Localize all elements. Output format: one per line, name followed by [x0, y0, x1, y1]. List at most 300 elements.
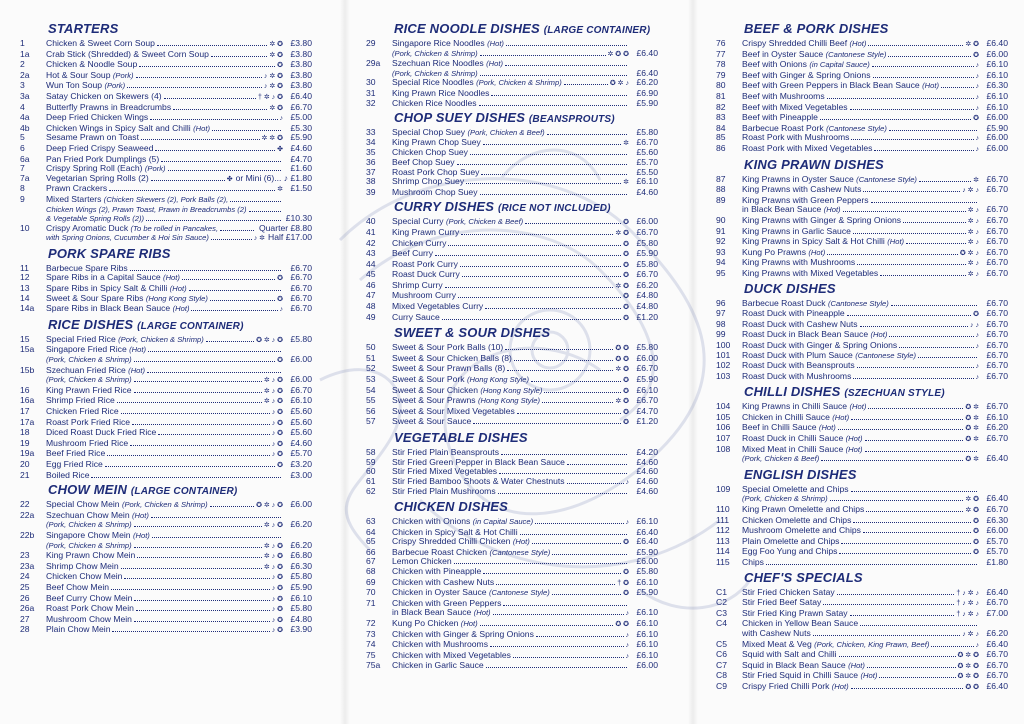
dot-leader	[850, 615, 955, 616]
allergen-icons: ✲ ✪	[965, 496, 979, 504]
item-note: (Cantonese Style)	[856, 174, 917, 184]
dot-leader	[121, 568, 262, 569]
item-number: 54	[366, 384, 376, 395]
item-price: £6.70	[986, 370, 1008, 381]
dot-leader	[514, 360, 613, 361]
item-price: £6.10	[636, 649, 658, 660]
item-name	[46, 144, 153, 154]
item-number: 100	[716, 339, 731, 350]
item-number: 21	[20, 469, 30, 480]
item-price: £5.60	[636, 147, 658, 158]
section-title	[744, 158, 1008, 174]
item-name	[392, 407, 515, 417]
item-price: £6.20	[636, 77, 658, 88]
item-number: 57	[366, 416, 376, 427]
item-name	[742, 237, 904, 247]
item-name-text: Mixed Meat & Veg	[742, 638, 812, 649]
dot-leader	[466, 183, 621, 184]
item-price: £6.70	[986, 173, 1008, 184]
item-name	[392, 217, 523, 227]
item-name-text: Beef with Pineapple	[742, 112, 818, 123]
item-number: 1a	[20, 48, 30, 59]
item-number: 44	[366, 258, 376, 269]
item-name	[46, 375, 132, 385]
item-number: 111	[716, 514, 730, 525]
dot-leader	[134, 381, 262, 382]
allergen-icons: ♪ ✪	[271, 430, 283, 438]
dot-leader	[479, 105, 627, 106]
dot-leader	[918, 357, 977, 358]
item-price: £6.70	[986, 503, 1008, 514]
dot-leader	[863, 191, 960, 192]
item-price: £5.90	[290, 132, 312, 143]
item-name-text: Special Curry	[392, 216, 444, 227]
item-number: 55	[366, 395, 376, 406]
allergen-icons: † ♪ ✲ ♪	[956, 589, 979, 597]
dot-leader	[853, 378, 973, 379]
item-number: 16a	[20, 395, 35, 406]
allergen-icons: ♪	[625, 652, 629, 660]
menu-section	[716, 571, 1008, 693]
dot-leader	[499, 473, 627, 474]
item-line	[742, 547, 1008, 558]
item-name	[392, 619, 478, 629]
item-note: (Cantonese Style)	[825, 49, 887, 59]
item-price: £6.40	[986, 493, 1008, 504]
item-note: (To be rolled in Pancakes,	[130, 223, 219, 233]
dot-leader	[134, 392, 262, 393]
item-number: 9	[20, 193, 25, 204]
item-name	[46, 233, 209, 243]
item-number: 79	[716, 69, 726, 80]
item-name-text: Chicken Chop Suey	[392, 147, 468, 158]
item-note: (Hot)	[132, 530, 150, 540]
item-name-text: Boiled Rice	[46, 469, 90, 480]
allergen-icons: ✲	[973, 176, 979, 184]
item-note: (Hot)	[169, 284, 187, 294]
item-name-text: Chicken with Green Peppers	[392, 597, 502, 608]
item-number: 29a	[366, 58, 381, 69]
item-price: Quarter £8.80	[258, 222, 312, 233]
item-line	[46, 471, 312, 481]
menu-section	[366, 200, 658, 323]
allergen-icons: ♪	[975, 342, 979, 350]
item-body	[46, 366, 312, 386]
allergen-icons: ♪	[975, 641, 979, 649]
item-number: 24	[20, 571, 30, 582]
dot-leader	[473, 423, 621, 424]
item-number: 17a	[20, 416, 35, 427]
item-note: (Hot)	[823, 205, 841, 215]
item-note: (Pork)	[104, 81, 126, 91]
item-number: 49	[366, 311, 376, 322]
item-name	[46, 396, 115, 406]
menu-item	[366, 39, 658, 59]
item-line	[742, 144, 1008, 155]
item-name	[742, 413, 849, 423]
item-price: £5.80	[636, 565, 658, 576]
item-number: 109	[716, 483, 731, 494]
item-price: £5.90	[290, 581, 312, 592]
item-price: £6.70	[986, 659, 1008, 670]
item-name-text: Special Rice Noodles	[392, 77, 474, 88]
item-price: £6.70	[636, 269, 658, 280]
item-note: (Hot)	[832, 412, 850, 422]
item-name-text: Stir Fried Chicken Satay	[742, 586, 835, 597]
item-price: £6.20	[636, 279, 658, 290]
item-number: 14	[20, 292, 30, 303]
item-name-text: Mixed Starters	[46, 193, 102, 204]
allergen-icons: ✪ ✲ ♪	[609, 80, 629, 88]
item-name	[742, 434, 863, 444]
dot-leader	[191, 310, 277, 311]
allergen-icons: ♪	[279, 115, 283, 123]
item-name-text: King Prawns with Ginger & Spring Onions	[742, 214, 902, 225]
item-name-text: Beef in Chilli Sauce	[742, 422, 817, 433]
item-number: 98	[716, 318, 726, 329]
item-price: £6.80	[290, 550, 312, 561]
item-price: or Mini (6)... ♪ £1.80	[235, 172, 312, 183]
item-number: 48	[366, 301, 376, 312]
item-name-text: Chicken & Sweet Corn Soup	[46, 38, 155, 48]
menu-item	[20, 224, 312, 244]
item-name-text: Beef Chop Suey	[392, 156, 455, 167]
dot-leader	[134, 526, 262, 527]
dot-leader	[91, 477, 281, 478]
item-number: 115	[716, 556, 730, 567]
item-line	[46, 625, 312, 636]
item-name	[46, 366, 145, 376]
section-title	[744, 385, 1008, 401]
item-name-text: Roast Pork with Mixed Vegetables	[742, 142, 873, 153]
item-line	[742, 445, 1008, 455]
item-body	[742, 619, 1008, 639]
dot-leader	[462, 276, 621, 277]
section-title-text: PORK SPARE RIBS	[48, 245, 171, 261]
item-number: 56	[366, 405, 376, 416]
item-price: £4.70	[636, 405, 658, 416]
allergen-icons: ✪	[623, 590, 629, 598]
allergen-icons: ✪ ✲	[965, 436, 979, 443]
dot-leader	[823, 604, 954, 605]
item-note: (Hot)	[845, 444, 863, 454]
dot-leader	[535, 523, 623, 524]
item-name	[392, 487, 496, 497]
menu-item	[716, 485, 1008, 505]
item-price: £6.40	[986, 586, 1008, 597]
dot-leader	[249, 211, 281, 212]
item-line	[46, 366, 312, 376]
item-number: C5	[716, 638, 727, 649]
item-price: £6.40	[636, 47, 658, 58]
allergen-icons: ✪	[623, 304, 629, 312]
item-number: 17	[20, 406, 30, 416]
item-note: (Hot)	[849, 402, 867, 412]
item-name	[392, 228, 459, 238]
item-name-text: in Black Bean Sauce	[742, 204, 822, 215]
item-price: £6.70	[986, 308, 1008, 319]
allergen-icons: ♪ ♪	[970, 321, 979, 329]
item-number: 74	[366, 639, 376, 650]
item-line	[742, 372, 1008, 383]
item-body	[742, 144, 1008, 155]
item-number: 87	[716, 173, 726, 184]
item-name-text: Chicken with Mushrooms	[392, 639, 488, 650]
item-number: 2a	[20, 69, 30, 80]
item-name-text: Beef Curry	[392, 248, 434, 259]
item-name-text: Special Fried Rice	[46, 333, 116, 344]
item-name-text: Chicken with Cashew Nuts	[392, 576, 495, 587]
item-price: £6.70	[986, 649, 1008, 660]
item-name	[46, 471, 89, 481]
menu-item	[716, 196, 1008, 216]
item-line	[392, 417, 658, 428]
item-note: (Pork)	[144, 164, 166, 174]
item-name	[742, 650, 837, 660]
allergen-icons: ♪ ✲ ✪	[263, 72, 283, 80]
item-name	[46, 294, 208, 304]
item-name	[46, 205, 247, 215]
item-note: (Hot)	[848, 660, 865, 670]
dot-leader	[147, 372, 281, 373]
item-number: 39	[366, 186, 376, 197]
item-note: (Pork, Chicken & Shrimp)	[46, 520, 132, 530]
dot-leader	[857, 264, 965, 265]
item-price: £6.70	[986, 329, 1008, 340]
item-note: (Pork, Chicken & Beef)	[467, 128, 545, 138]
allergen-icons: ♪ ✪	[271, 595, 283, 603]
item-price: £6.70	[986, 257, 1008, 268]
item-name-text: Sweet & Sour Pork	[392, 374, 465, 385]
item-name-text: Deep Fried Crispy Seaweed	[46, 142, 154, 153]
menu-column-2	[366, 22, 658, 674]
item-number: 96	[716, 298, 726, 309]
item-name-text: Roast Duck in Black Bean Sauce	[742, 329, 869, 340]
item-name	[46, 625, 110, 635]
item-note: (Pork, Chicken & Shrimp)	[46, 355, 132, 365]
item-name-text: Hot & Sour Soup	[46, 69, 111, 80]
item-name	[392, 249, 433, 259]
dot-leader	[827, 98, 974, 99]
item-note: (Hot)	[831, 681, 849, 691]
item-price: £6.70	[986, 236, 1008, 247]
item-name-text: Sweet & Sour Prawns	[392, 395, 476, 406]
item-name-text: Roast Pork Fried Rice	[46, 416, 131, 427]
dot-leader	[513, 657, 624, 658]
allergen-icons: ♪	[975, 62, 979, 70]
item-number: 92	[716, 236, 726, 247]
allergen-icons: ♪ ✪	[271, 606, 283, 614]
item-price: £3.20	[290, 458, 312, 469]
item-price: £6.70	[986, 597, 1008, 608]
dot-leader	[919, 181, 971, 182]
item-price: £6.40	[986, 680, 1008, 691]
section-title-text: KING PRAWN DISHES	[744, 156, 884, 172]
dot-leader	[158, 434, 269, 435]
item-name-text: Shrimp Curry	[392, 279, 443, 290]
item-note: (Cantonese Style)	[855, 351, 916, 361]
dot-leader	[866, 511, 963, 512]
item-note: (Pork, Chicken & Shrimp)	[121, 500, 208, 510]
item-name-text: Mushroom Chow Mein	[46, 613, 132, 624]
allergen-icons: ♪ ✪	[271, 409, 283, 416]
item-name-text: Shrimp Chop Suey	[392, 176, 465, 187]
dot-leader	[134, 621, 270, 622]
item-price: £6.10	[636, 628, 658, 639]
dot-leader	[496, 584, 615, 585]
dot-leader	[874, 150, 973, 151]
item-line	[392, 99, 658, 109]
allergen-icons: ✪	[973, 517, 979, 525]
item-name	[392, 302, 483, 312]
item-price: £6.10	[986, 101, 1008, 112]
allergen-icons: ♪	[975, 83, 979, 91]
dot-leader	[536, 636, 624, 637]
item-note: (Hot)	[163, 273, 180, 283]
menu-section	[20, 318, 312, 480]
item-note: (Hong Kong Style)	[467, 375, 530, 385]
dot-leader	[161, 161, 281, 162]
item-price: £6.10	[636, 515, 658, 526]
item-name-text: in Black Bean Sauce	[392, 607, 472, 618]
item-price: £6.90	[636, 87, 658, 98]
section-title	[48, 22, 312, 38]
dot-leader	[525, 223, 621, 224]
item-name-text: Chicken Wings in Spicy Salt and Chilli	[46, 122, 191, 133]
item-price: £5.70	[290, 448, 312, 459]
allergen-icons: ✤	[277, 145, 283, 153]
item-note: (Pork, Chicken & Shrimp)	[46, 375, 132, 385]
item-number: 91	[716, 225, 726, 236]
dot-leader	[860, 625, 977, 626]
dot-leader	[931, 646, 973, 647]
item-name	[392, 630, 534, 640]
dot-leader	[860, 326, 968, 327]
item-name	[742, 454, 819, 464]
menu-item	[716, 682, 1008, 693]
section-title	[394, 326, 658, 342]
dot-leader	[552, 594, 621, 595]
item-number: 62	[366, 486, 376, 497]
item-price: £6.20	[290, 539, 312, 550]
item-price: £6.40	[986, 38, 1008, 48]
item-name	[392, 608, 491, 618]
item-number: 50	[366, 342, 376, 353]
item-line	[742, 682, 1008, 693]
item-name	[392, 417, 471, 427]
item-price: £6.70	[290, 303, 312, 314]
item-name-text: Prawn Crackers	[46, 183, 108, 194]
item-number: 23	[20, 550, 30, 561]
item-name	[742, 629, 811, 639]
item-name-text: Barbecue Spare Ribs	[46, 262, 128, 273]
dot-leader	[112, 631, 269, 632]
item-number: 110	[716, 503, 730, 514]
item-name-text: Stir Fried King Prawn Satay	[742, 607, 848, 618]
section-title	[744, 282, 1008, 298]
item-note: (Cantonese Style)	[827, 299, 889, 309]
item-name	[742, 445, 863, 455]
item-price: £6.30	[290, 560, 312, 571]
dot-leader	[485, 308, 621, 309]
item-price: £4.60	[290, 437, 312, 448]
menu-item	[20, 625, 312, 636]
item-name	[742, 39, 866, 49]
item-number: 104	[716, 401, 731, 412]
item-body	[392, 99, 658, 109]
item-name-text: Stir Fried Plain Beansprouts	[392, 447, 499, 457]
section-title	[744, 571, 1008, 587]
item-price: £6.70	[986, 350, 1008, 361]
item-price: £4.80	[636, 290, 658, 301]
item-name-text: King Prawn Omelette and Chips	[742, 503, 865, 514]
dot-leader	[830, 500, 964, 501]
allergen-icons: ✪	[623, 408, 629, 416]
item-name	[46, 428, 156, 438]
item-number: 59	[366, 456, 376, 467]
dot-leader	[821, 460, 963, 461]
item-name	[46, 511, 149, 521]
item-name-text: Special Chop Suey	[392, 127, 466, 138]
item-name-text: Chicken with Onions	[392, 515, 471, 526]
item-name-text: Pan Fried Pork Dumplings (5)	[46, 153, 160, 164]
item-price: £6.10	[986, 411, 1008, 422]
item-name	[46, 103, 171, 113]
item-name-text: Spare Ribs in Black Bean Sauce	[46, 303, 171, 314]
section-title	[48, 483, 312, 499]
item-name	[742, 258, 855, 268]
allergen-icons: ✲ ♪ ✪	[263, 398, 283, 406]
dot-leader	[111, 589, 270, 590]
item-number: 106	[716, 422, 731, 433]
item-price: £6.70	[986, 433, 1008, 443]
item-name	[742, 598, 821, 608]
item-number: 15a	[20, 344, 35, 355]
allergen-icons: ✲	[623, 179, 629, 187]
item-note: (Hot)	[512, 537, 530, 547]
section-title-text: ENGLISH DISHES	[744, 466, 857, 482]
allergen-icons: ✲ ♪	[967, 217, 979, 225]
menu-section	[366, 500, 658, 671]
item-note: (in Capital Sauce)	[809, 60, 870, 70]
dot-leader	[457, 164, 627, 165]
menu-item	[716, 445, 1008, 465]
item-price: £6.70	[986, 401, 1008, 412]
item-name-text: Chips	[742, 556, 764, 567]
item-price: £4.60	[636, 186, 658, 197]
dot-leader	[211, 239, 252, 240]
item-number: 102	[716, 360, 731, 371]
item-name	[742, 309, 845, 319]
item-line	[46, 205, 312, 215]
item-number: 46	[366, 279, 376, 290]
item-name-text: Spare Ribs in a Capital Sauce	[46, 272, 161, 283]
menu-item	[716, 558, 1008, 568]
item-body	[46, 511, 312, 531]
dot-leader	[865, 440, 964, 441]
item-line	[392, 661, 658, 671]
item-price: £6.40	[636, 526, 658, 537]
item-name-text: Roast Duck with Beansprouts	[742, 360, 855, 371]
dot-leader	[507, 370, 613, 371]
item-price: £4.60	[636, 486, 658, 497]
item-name-text: Sweet & Sour Spare Ribs	[46, 292, 144, 303]
section-title	[48, 318, 312, 334]
menu-item	[366, 417, 658, 428]
item-note: (Pork)	[112, 70, 134, 80]
item-number: 75	[366, 649, 376, 660]
allergen-icons: ✪	[623, 387, 629, 395]
